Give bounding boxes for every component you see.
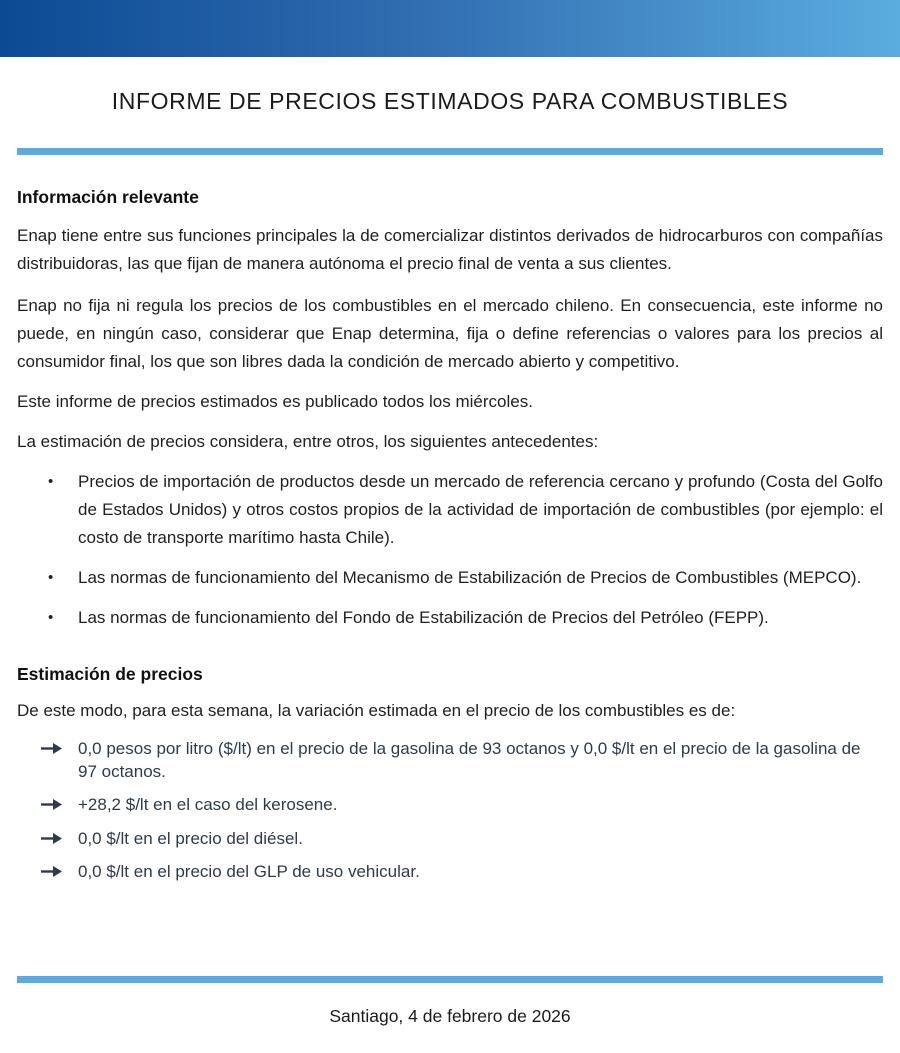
paragraph-publicacion-miercoles: Este informe de precios estimados es publicado todos los miércoles. bbox=[17, 392, 533, 411]
bullet-item-text: Precios de importación de productos desde un mercado de referencia cercano y profundo (Costa del Golfo de Estados Unidos) y otros costos propios de la actividad de importación de combustibles (por ejemplo: el costo de transporte marítimo hasta Chile). bbox=[78, 472, 883, 547]
dateline: Santiago, 4 de febrero de 2026 bbox=[329, 1006, 571, 1026]
antecedentes-bullet-list bbox=[17, 468, 883, 632]
list-item bbox=[17, 564, 883, 592]
list-item bbox=[17, 738, 883, 783]
paragraph-antecedentes-intro: La estimación de precios considera, entre otros, los siguientes antecedentes: bbox=[17, 432, 599, 451]
document-page bbox=[17, 88, 883, 884]
paragraph-enap-funciones: Enap tiene entre sus funciones principales la de comercializar distintos derivados de hidrocarburos con compañías distribuidoras, las que fijan de manera autónoma el precio final de venta a sus clientes. bbox=[17, 226, 883, 273]
section-heading-estimacion-precios: Estimación de precios bbox=[17, 664, 203, 684]
paragraph-enap-no-fija: Enap no fija ni regula los precios de los combustibles en el mercado chileno. En consecuencia, este informe no puede, en ningún caso, considerar que Enap determina, fija o define referencias o valores para los precios al consumidor final, los que son libres dada la condición de mercado abierto y competitivo. bbox=[17, 296, 883, 371]
arrow-bullet-icon bbox=[41, 832, 63, 845]
bullet-item-text: Las normas de funcionamiento del Mecanismo de Estabilización de Precios de Combustibles (MEPCO). bbox=[78, 568, 862, 587]
arrow-item-text: 0,0 $/lt en el precio del diésel. bbox=[78, 828, 303, 848]
arrow-bullet-icon bbox=[41, 742, 63, 755]
bullet-dot-icon: • bbox=[48, 569, 54, 586]
footer-divider-rule bbox=[17, 976, 883, 983]
list-item bbox=[17, 468, 883, 552]
list-item bbox=[17, 861, 883, 884]
bullet-dot-icon: • bbox=[48, 609, 54, 626]
variacion-arrow-list bbox=[17, 738, 883, 884]
list-item bbox=[17, 828, 883, 851]
section-heading-informacion-relevante: Información relevante bbox=[17, 187, 199, 207]
bullet-item-text: Las normas de funcionamiento del Fondo de Estabilización de Precios del Petróleo (FEPP). bbox=[78, 608, 769, 627]
document-footer bbox=[17, 976, 883, 1027]
list-item bbox=[17, 794, 883, 817]
arrow-bullet-icon bbox=[41, 865, 63, 878]
arrow-item-text: 0,0 $/lt en el precio del GLP de uso vehicular. bbox=[78, 862, 420, 881]
page-title: INFORME DE PRECIOS ESTIMADOS PARA COMBUSTIBLES bbox=[111, 88, 789, 114]
header-gradient-bar bbox=[0, 0, 900, 57]
arrow-item-text: 0,0 pesos por litro ($/lt) en el precio de la gasolina de 93 octanos y 0,0 $/lt en el precio de la gasolina de 97 octanos. bbox=[78, 739, 861, 781]
title-divider-rule bbox=[17, 148, 883, 155]
paragraph-variacion-intro: De este modo, para esta semana, la variación estimada en el precio de los combustibles es de: bbox=[17, 701, 736, 720]
bullet-dot-icon: • bbox=[48, 473, 54, 490]
arrow-item-text: +28,2 $/lt en el caso del kerosene. bbox=[78, 795, 338, 814]
list-item bbox=[17, 604, 883, 632]
arrow-bullet-icon bbox=[41, 798, 63, 811]
